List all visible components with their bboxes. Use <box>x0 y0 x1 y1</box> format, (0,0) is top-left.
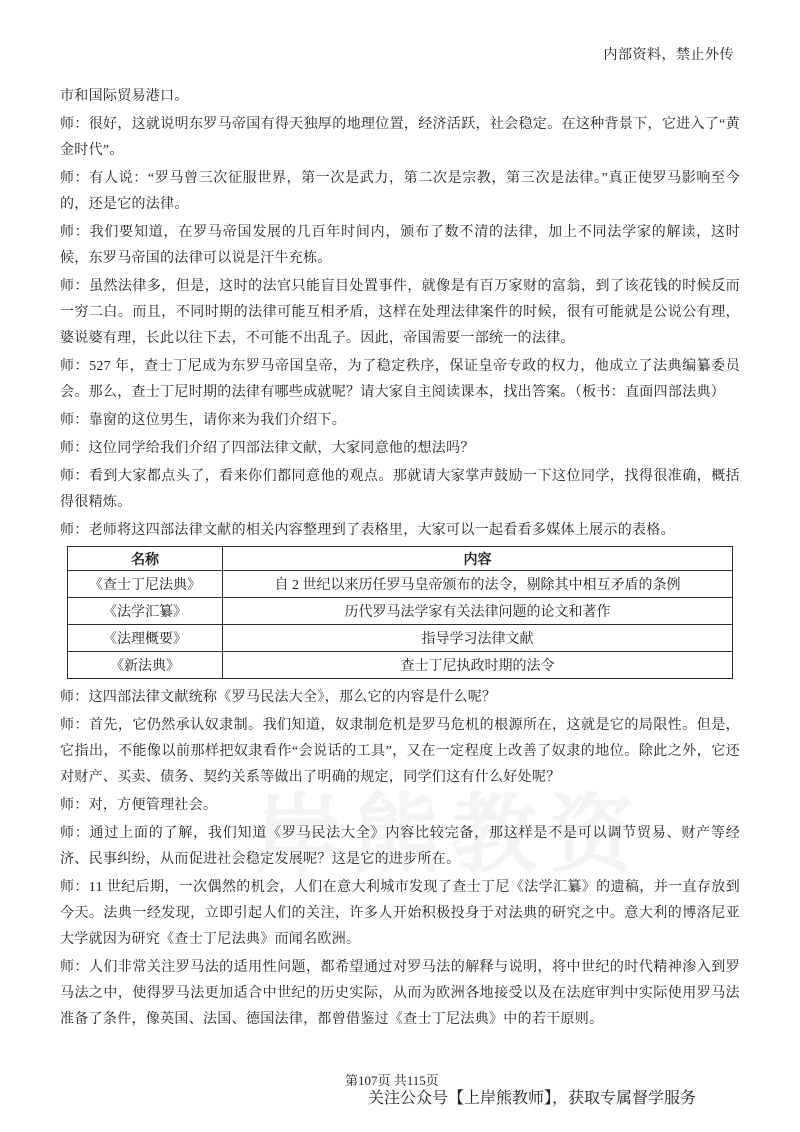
paragraph: 师：人们非常关注罗马法的适用性问题，都希望通过对罗马法的解释与说明，将中世纪的时代精神渗入到罗马法之中，使得罗马法更加适合中世纪的历史实际，从而为欧洲各地接受以及在法庭审判中实际使用罗马法准备了条件，像英国、法国、德国法律，都曾借鉴过《查士丁尼法典》中的若干原则。 <box>60 960 740 1027</box>
paragraph: 师：首先，它仍然承认奴隶制。我们知道，奴隶制危机是罗马危机的根源所在，这就是它的局限性。但是，它指出，不能像以前那样把奴隶看作“会说话的工具”，又在一定程度上改善了奴隶的地位。除此之外，它还对财产、买卖、债务、契约关系等做出了明确的规定，同学们这有什么好处呢？ <box>60 718 740 785</box>
paragraph: 师：527 年，查士丁尼成为东罗马帝国皇帝，为了稳定秩序，保证皇帝专政的权力，他成立了法典编纂委员会。那么，查士丁尼时期的法律有哪些成就呢？请大家自主阅读课本，找出答案。（板书：直面四部法典） <box>60 359 740 400</box>
paragraph: 师：很好，这就说明东罗马帝国有得天独厚的地理位置，经济活跃，社会稳定。在这种背景下，它进入了“黄金时代”。 <box>60 117 740 158</box>
page-number: 第107页 共115页 <box>345 1073 439 1088</box>
paragraph: 师：老师将这四部法律文献的相关内容整理到了表格里，大家可以一起看看多媒体上展示的表格。 <box>60 523 675 538</box>
confidential-notice: 内部资料，禁止外传 <box>603 48 734 63</box>
paragraph: 师：有人说：“罗马曾三次征服世界，第一次是武力，第二次是宗教，第三次是法律。”真正使罗马影响至今的，还是它的法律。 <box>60 171 740 212</box>
law-name-cell: 《法学汇纂》 <box>68 598 223 625</box>
paragraph: 师：对，方便管理社会。 <box>60 798 218 813</box>
column-header-name: 名称 <box>68 547 223 571</box>
column-header-content: 内容 <box>223 547 733 571</box>
law-documents-table <box>67 546 733 679</box>
table-row <box>68 652 733 679</box>
table-row <box>68 598 733 625</box>
paragraph: 市和国际贸易港口。 <box>60 89 189 104</box>
paragraph: 师：虽然法律多，但是，这时的法官只能盲目处置事件，就像是有百万家财的富翁，到了该花钱的时候反而一穷二白。而且，不同时期的法律可能互相矛盾，这样在处理法律案件的时候，很有可能就是公说公有理，婆说婆有理，长此以往下去，不可能不出乱子。因此，帝国需要一部统一的法律。 <box>60 279 740 346</box>
paragraph: 师：看到大家都点头了，看来你们都同意他的观点。那就请大家掌声鼓励一下这位同学，找得很准确，概括得很精炼。 <box>60 469 740 510</box>
document-body <box>60 84 740 1035</box>
footer-promo: 关注公众号【上岸熊教师】，获取专属督学服务 <box>368 1090 697 1107</box>
law-name-cell: 《查士丁尼法典》 <box>68 571 223 598</box>
law-content-cell: 自 2 世纪以来历任罗马皇帝颁布的法令，剔除其中相互矛盾的条例 <box>223 571 733 598</box>
table-row <box>68 571 733 598</box>
paragraph: 师：这位同学给我们介绍了四部法律文献，大家同意他的想法吗？ <box>60 441 475 456</box>
table-header-row <box>68 547 733 571</box>
law-content-cell: 指导学习法律文献 <box>223 625 733 652</box>
law-name-cell: 《新法典》 <box>68 652 223 679</box>
paragraph: 师：通过上面的了解，我们知道《罗马民法大全》内容比较完备，那这样是不是可以调节贸易、财产等经济、民事纠纷，从而促进社会稳定发展呢？这是它的进步所在。 <box>60 826 740 867</box>
law-content-cell: 查士丁尼执政时期的法令 <box>223 652 733 679</box>
paragraph: 师：11 世纪后期，一次偶然的机会，人们在意大利城市发现了查士丁尼《法学汇纂》的遗稿，并一直存放到今天。法典一经发现，立即引起人们的关注，许多人开始积极投身于对法典的研究之中。意大利的博洛尼亚大学就因为研究《查士丁尼法典》而闻名欧洲。 <box>60 880 740 947</box>
law-content-cell: 历代罗马法学家有关法律问题的论文和著作 <box>223 598 733 625</box>
paragraph: 师：靠窗的这位男生，请你来为我们介绍下。 <box>60 413 346 428</box>
table-row <box>68 625 733 652</box>
paragraph: 师：我们要知道，在罗马帝国发展的几百年时间内，颁布了数不清的法律，加上不同法学家的解读，这时候，东罗马帝国的法律可以说是汗牛充栋。 <box>60 225 740 266</box>
law-name-cell: 《法理概要》 <box>68 625 223 652</box>
paragraph: 师：这四部法律文献统称《罗马民法大全》，那么它的内容是什么呢？ <box>60 690 497 705</box>
